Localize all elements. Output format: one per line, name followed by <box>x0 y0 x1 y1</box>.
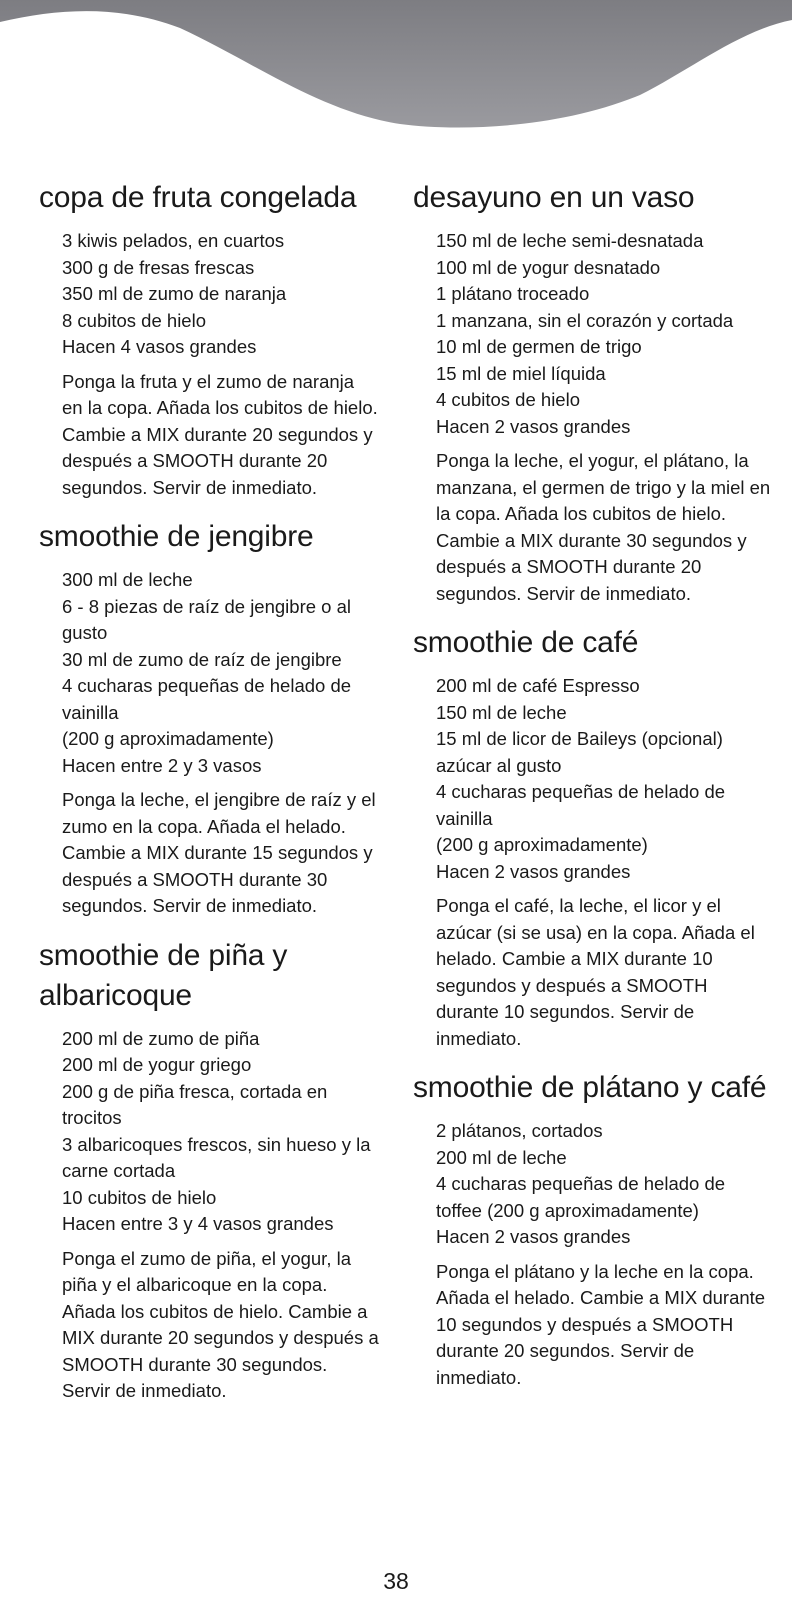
yield-note: Hacen entre 2 y 3 vasos <box>62 754 262 776</box>
recipe-instructions: Ponga el plátano y la leche en la copa. Añada el helado. Cambie a MIX durante 10 segundos y después a SMOOTH durante 20 segundos. Servir de inmediato. <box>436 1260 766 1388</box>
ingredient-item: 150 ml de leche semi-desnatada <box>436 230 704 251</box>
ingredient-item: (200 g aproximadamente) <box>436 834 648 855</box>
ingredient-item: 15 ml de licor de Baileys (opcional) <box>436 728 723 749</box>
recipe-instructions: Ponga la leche, el jengibre de raíz y el zumo en la copa. Añada el helado. Cambie a MIX durante 15 segundos y después a SMOOTH durante 30 segundos. Servir de inmediato. <box>62 789 376 916</box>
header-wave-decoration <box>0 0 792 130</box>
ingredient-item: 4 cucharas pequeñas de helado de vainilla <box>62 675 352 723</box>
recipe-title: smoothie de plátano y café <box>413 1071 767 1104</box>
ingredient-item: (200 g aproximadamente) <box>62 728 274 749</box>
ingredient-item: 1 plátano troceado <box>436 283 590 304</box>
ingredient-item: 10 cubitos de hielo <box>62 1186 217 1208</box>
yield-note: Hacen 2 vasos grandes <box>436 860 631 882</box>
ingredient-list <box>62 1026 379 1238</box>
ingredient-list <box>436 673 773 885</box>
ingredient-item: 4 cucharas pequeñas de helado de vainilla <box>436 781 726 829</box>
recipe-instructions: Ponga la fruta y el zumo de naranja en la copa. Añada los cubitos de hielo. Cambie a MIX durante 20 segundos y después a SMOOTH durante 20 segundos. Servir de inmediato. <box>62 370 378 498</box>
ingredient-item: 300 g de fresas frescas <box>62 256 255 278</box>
ingredient-item: azúcar al gusto <box>436 754 562 776</box>
recipe-instructions: Ponga la leche, el yogur, el plátano, la manzana, el germen de trigo y la miel en la copa. Añada los cubitos de hielo. Cambie a MIX durante 30 segundos y después a SMOOTH durante 20 segundos. Servir de inmediato. <box>436 450 771 604</box>
recipe-smoothie-de-cafe <box>413 623 773 1052</box>
ingredient-list <box>62 228 379 361</box>
recipe-smoothie-de-pina-y-albaricoque <box>39 936 379 1405</box>
ingredient-item: 300 ml de leche <box>62 569 193 590</box>
yield-note: Hacen 2 vasos grandes <box>436 1226 631 1247</box>
ingredient-item: 200 ml de yogur griego <box>62 1054 252 1075</box>
ingredient-item: 150 ml de leche <box>436 701 567 723</box>
ingredient-item: 200 ml de leche <box>436 1146 567 1168</box>
ingredient-item: 6 - 8 piezas de raíz de jengibre o al gusto <box>62 595 351 643</box>
ingredient-item: 8 cubitos de hielo <box>62 309 206 331</box>
ingredient-item: 3 kiwis pelados, en cuartos <box>62 230 285 251</box>
recipe-smoothie-de-platano-y-cafe <box>413 1068 773 1391</box>
ingredient-item: 4 cucharas pequeñas de helado de toffee (200 g aproximadamente) <box>436 1173 726 1221</box>
ingredient-item: 200 ml de café Espresso <box>436 675 640 696</box>
yield-note: Hacen 4 vasos grandes <box>62 336 257 357</box>
ingredient-item: 2 plátanos, cortados <box>436 1120 603 1141</box>
recipe-title: smoothie de café <box>413 626 639 659</box>
recipe-title: copa de fruta congelada <box>39 181 357 214</box>
yield-note: Hacen entre 3 y 4 vasos grandes <box>62 1213 334 1234</box>
recipe-copa-de-fruta-congelada <box>39 178 379 501</box>
ingredient-item: 200 g de piña fresca, cortada en trocitos <box>62 1080 328 1128</box>
recipe-instructions: Ponga el zumo de piña, el yogur, la piña y el albaricoque en la copa. Añada los cubitos de hielo. Cambie a MIX durante 20 segundos y después a SMOOTH durante 30 segundos. Servir de inmediato. <box>62 1247 379 1401</box>
ingredient-item: 4 cubitos de hielo <box>436 389 580 410</box>
recipe-title: smoothie de jengibre <box>39 520 314 553</box>
ingredient-item: 15 ml de miel líquida <box>436 362 606 384</box>
recipe-smoothie-de-jengibre <box>39 517 379 920</box>
left-column <box>39 178 379 1421</box>
yield-note: Hacen 2 vasos grandes <box>436 415 631 437</box>
ingredient-item: 200 ml de zumo de piña <box>62 1027 260 1049</box>
recipe-title: desayuno en un vaso <box>413 181 695 214</box>
recipe-title: smoothie de piña y albaricoque <box>39 938 288 1012</box>
ingredient-item: 100 ml de yogur desnatado <box>436 256 661 278</box>
ingredient-item: 10 ml de germen de trigo <box>436 336 642 357</box>
recipe-instructions: Ponga el café, la leche, el licor y el azúcar (si se usa) en la copa. Añada el helado. Cambie a MIX durante 10 segundos y después a SMOOTH durante 10 segundos. Servir de inmediato. <box>436 895 755 1049</box>
right-column <box>413 178 773 1407</box>
ingredient-list <box>436 228 773 440</box>
ingredient-item: 350 ml de zumo de naranja <box>62 283 287 304</box>
ingredient-item: 30 ml de zumo de raíz de jengibre <box>62 648 342 670</box>
ingredient-list <box>62 567 379 779</box>
ingredient-item: 3 albaricoques frescos, sin hueso y la carne cortada <box>62 1133 371 1181</box>
page-number: 38 <box>383 1568 409 1594</box>
ingredient-item: 1 manzana, sin el corazón y cortada <box>436 309 734 331</box>
recipe-desayuno-en-un-vaso <box>413 178 773 607</box>
ingredient-list <box>436 1118 773 1251</box>
